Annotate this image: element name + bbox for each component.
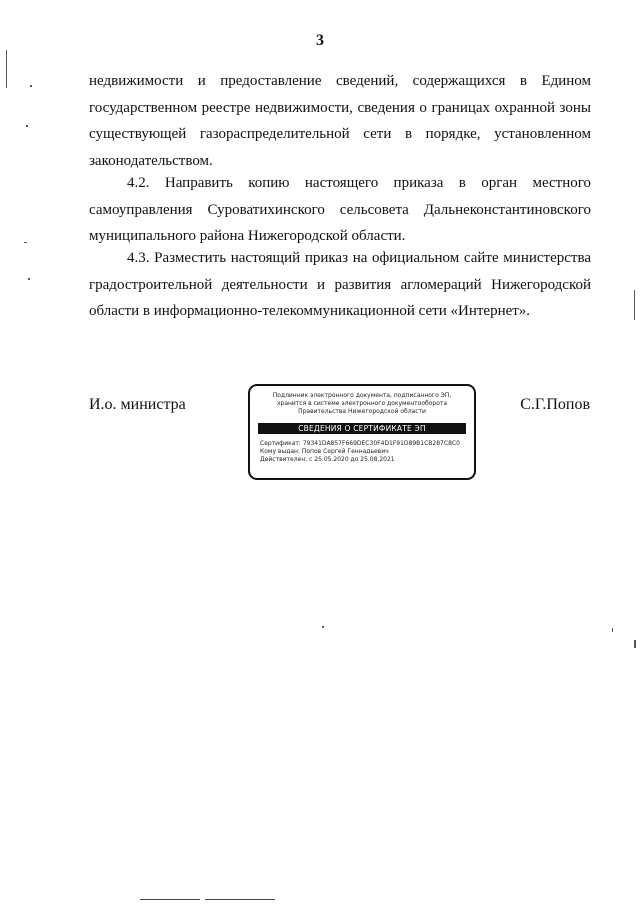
paragraph-4-2: 4.2. Направить копию настоящего приказа в орган местного самоуправления Суроватихинского сельсовета Дальнеконстантиновского муниципального района Нижегородской области. — [89, 175, 591, 244]
stamp-certificate-number: Сертификат: 79341DA857F669DEC30F4D1F91D89B1CB287C8C0 — [260, 440, 460, 447]
scan-edge-line — [140, 899, 200, 900]
stamp-header-line: Подлинник электронного документа, подписанного ЭП, — [272, 392, 452, 399]
electronic-signature-stamp — [248, 384, 476, 480]
stamp-header-line: Правительства Нижегородской области — [298, 408, 426, 415]
stamp-certificate-info — [260, 440, 474, 464]
scan-speck — [634, 640, 636, 648]
page-number: 3 — [316, 32, 324, 49]
signatory-role: И.о. министра — [89, 396, 186, 413]
scan-edge-line — [205, 899, 275, 900]
signatory-name: С.Г.Попов — [520, 396, 590, 413]
stamp-title-bar: СВЕДЕНИЯ О СЕРТИФИКАТЕ ЭП — [258, 423, 466, 434]
scan-speck — [322, 626, 324, 628]
stamp-validity: Действителен: с 25.05.2020 до 25.08.2021 — [260, 456, 395, 463]
scan-speck — [26, 125, 28, 127]
stamp-issued-to: Кому выдан: Попов Сергей Геннадьевич — [260, 448, 389, 455]
paragraph-continuation: недвижимости и предоставление сведений, содержащихся в Едином государственном реестре недвижимости, сведения о границах охранной зоны существующей газораспределительной сети в порядке, установленном законодательством. — [89, 73, 591, 169]
paragraph-4-3: 4.3. Разместить настоящий приказ на официальном сайте министерства градостроительной деятельности и развития агломераций Нижегородской области в информационно-телекоммуникационной сети «Интернет». — [89, 250, 591, 319]
scan-speck — [634, 290, 635, 320]
scan-speck — [30, 85, 32, 87]
stamp-header — [250, 392, 474, 416]
scan-speck — [612, 628, 613, 632]
scan-speck — [24, 242, 27, 243]
scan-speck — [6, 50, 7, 88]
stamp-header-line: хранится в системе электронного документооборота — [276, 400, 448, 407]
scan-speck — [28, 278, 30, 280]
